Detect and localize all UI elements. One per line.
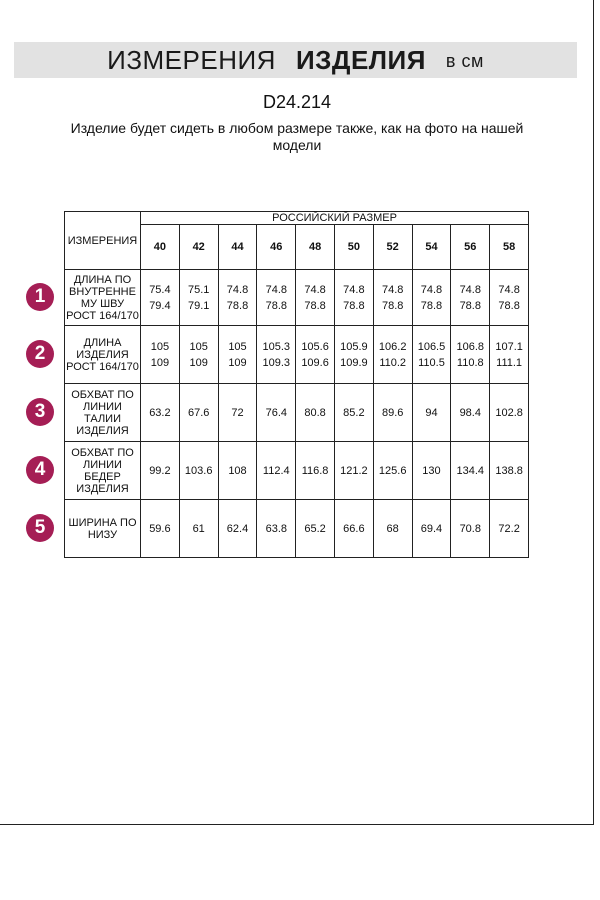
value-line: 99.2 <box>149 464 171 477</box>
measurement-label-line: ОБХВАТ ПО <box>71 446 134 459</box>
value-line: 76.4 <box>265 406 287 419</box>
value-line: 78.8 <box>381 299 404 312</box>
measurement-label-line: ЛИНИИ <box>83 458 122 471</box>
value-cell <box>373 270 412 326</box>
value-cell <box>412 270 451 326</box>
value-cell <box>490 384 529 442</box>
measurement-label-line: РОСТ 164/170 <box>66 309 139 322</box>
table-row <box>65 270 529 326</box>
value-cell <box>334 500 373 558</box>
value-cell <box>412 326 451 384</box>
measurement-label-line: ЛИНИИ <box>83 400 122 413</box>
value-cell <box>179 270 218 326</box>
table-row <box>65 500 529 558</box>
value-cell <box>257 384 296 442</box>
value-line: 75.4 <box>149 283 171 296</box>
value-line: 79.1 <box>187 299 210 312</box>
measurement-label <box>65 270 141 326</box>
measurement-label-line: ДЛИНА ПО <box>73 273 132 286</box>
value-cell <box>334 384 373 442</box>
value-cell <box>296 326 335 384</box>
value-cell <box>179 384 218 442</box>
value-cell <box>257 500 296 558</box>
title-bar <box>14 42 577 78</box>
title-measurements: ИЗМЕРЕНИЯ <box>107 44 276 75</box>
value-cell <box>373 384 412 442</box>
size-header-cell: 42 <box>179 225 218 270</box>
value-line: 65.2 <box>304 522 326 535</box>
value-cell <box>451 326 490 384</box>
value-line: 78.8 <box>265 299 287 312</box>
size-header-cell: 44 <box>218 225 257 270</box>
value-cell <box>334 270 373 326</box>
size-header-cell: 46 <box>257 225 296 270</box>
value-cell <box>490 326 529 384</box>
value-line: 110.5 <box>418 356 445 369</box>
value-line: 72 <box>231 406 244 419</box>
value-line: 66.6 <box>343 522 365 535</box>
size-header-cell: 56 <box>451 225 490 270</box>
value-line: 105 <box>189 340 208 353</box>
value-line: 125.6 <box>378 464 407 477</box>
value-cell <box>373 500 412 558</box>
value-line: 121.2 <box>340 464 368 477</box>
value-line: 116.8 <box>301 464 329 477</box>
value-line: 74.8 <box>304 283 326 296</box>
measurement-label-line: ИЗДЕЛИЯ <box>76 424 129 437</box>
value-cell <box>179 442 218 500</box>
value-cell <box>218 326 257 384</box>
value-line: 109.3 <box>262 356 291 369</box>
measurement-label <box>65 500 141 558</box>
value-line: 105.6 <box>301 340 329 353</box>
value-cell <box>451 270 490 326</box>
value-line: 105.9 <box>340 340 368 353</box>
number-badge-5: 5 <box>26 514 54 542</box>
value-cell <box>373 326 412 384</box>
value-cell <box>141 270 180 326</box>
value-cell <box>373 442 412 500</box>
value-line: 105.3 <box>262 340 291 353</box>
value-cell <box>451 442 490 500</box>
value-line: 109 <box>228 356 247 369</box>
value-line: 109.9 <box>340 356 368 369</box>
value-line: 74.8 <box>226 283 249 296</box>
size-header-cell: 50 <box>334 225 373 270</box>
value-line: 105 <box>228 340 247 353</box>
product-code: D24.214 <box>262 92 332 112</box>
value-cell <box>257 442 296 500</box>
value-cell <box>141 384 180 442</box>
value-line: 68 <box>386 522 399 535</box>
size-header-cell: 58 <box>490 225 529 270</box>
value-line: 78.8 <box>498 299 520 312</box>
measurement-label-line: ОБХВАТ ПО <box>71 388 134 401</box>
value-line: 78.8 <box>304 299 326 312</box>
value-cell <box>296 384 335 442</box>
value-cell <box>334 326 373 384</box>
table-row <box>65 442 529 500</box>
value-cell <box>218 384 257 442</box>
value-line: 138.8 <box>495 464 523 477</box>
value-cell <box>490 500 529 558</box>
number-badge-3: 3 <box>26 398 54 426</box>
value-line: 62.4 <box>226 522 249 535</box>
value-line: 78.8 <box>459 299 481 312</box>
value-cell <box>451 384 490 442</box>
value-cell <box>451 500 490 558</box>
measurement-label-line: ИЗДЕЛИЯ <box>76 348 129 361</box>
size-header-cell: 40 <box>141 225 180 270</box>
title-units: в см <box>445 51 484 71</box>
measurement-label <box>65 384 141 442</box>
value-cell <box>296 442 335 500</box>
value-line: 63.2 <box>149 406 171 419</box>
value-cell <box>412 442 451 500</box>
value-line: 98.4 <box>459 406 481 419</box>
value-line: 74.8 <box>459 283 481 296</box>
value-line: 79.4 <box>149 299 171 312</box>
measurement-label <box>65 326 141 384</box>
value-line: 61 <box>192 522 205 535</box>
measurement-label-line: РОСТ 164/170 <box>66 360 139 373</box>
value-line: 63.8 <box>265 522 287 535</box>
value-line: 74.8 <box>420 283 443 296</box>
measurement-label-line: ТАЛИИ <box>84 412 121 425</box>
value-cell <box>179 500 218 558</box>
value-line: 109 <box>150 356 170 369</box>
value-line: 110.2 <box>379 356 407 369</box>
number-badge-1: 1 <box>26 283 54 311</box>
value-line: 102.8 <box>495 406 523 419</box>
value-line: 70.8 <box>459 522 481 535</box>
value-cell <box>179 326 218 384</box>
value-line: 134.4 <box>456 464 485 477</box>
value-line: 74.8 <box>381 283 404 296</box>
value-cell <box>141 500 180 558</box>
value-line: 109.6 <box>301 356 329 369</box>
size-table <box>64 211 529 558</box>
value-line: 106.8 <box>456 340 485 353</box>
value-line: 78.8 <box>343 299 365 312</box>
value-line: 107.1 <box>495 340 523 353</box>
measurement-label-line: ШИРИНА ПО <box>68 516 137 529</box>
value-cell <box>257 326 296 384</box>
value-line: 85.2 <box>343 406 365 419</box>
value-cell <box>334 442 373 500</box>
measurement-label <box>65 442 141 500</box>
value-line: 111.1 <box>496 356 523 369</box>
corner-label: ИЗМЕРЕНИЯ <box>65 212 141 270</box>
value-cell <box>412 500 451 558</box>
measurement-label-line: ВНУТРЕННЕ <box>69 285 136 298</box>
value-line: 108 <box>228 464 247 477</box>
measurement-label-line: ИЗДЕЛИЯ <box>76 482 129 495</box>
russian-size-header: РОССИЙСКИЙ РАЗМЕР <box>141 212 529 225</box>
value-line: 74.8 <box>265 283 287 296</box>
table-header-row <box>65 212 529 225</box>
number-badge-2: 2 <box>26 340 54 368</box>
value-cell <box>296 500 335 558</box>
value-line: 67.6 <box>187 406 210 419</box>
value-line: 59.6 <box>149 522 171 535</box>
value-cell <box>257 270 296 326</box>
measurement-label-line: НИЗУ <box>87 528 118 541</box>
value-cell <box>218 270 257 326</box>
value-line: 74.8 <box>498 283 520 296</box>
size-header-cell: 52 <box>373 225 412 270</box>
value-cell <box>141 326 180 384</box>
value-line: 75.1 <box>187 283 210 296</box>
table-row <box>65 384 529 442</box>
value-line: 109 <box>189 356 208 369</box>
value-cell <box>412 384 451 442</box>
measurement-label-line: БЕДЕР <box>84 470 121 483</box>
value-cell <box>141 442 180 500</box>
value-line: 89.6 <box>381 406 404 419</box>
size-header-cell: 54 <box>412 225 451 270</box>
value-line: 69.4 <box>420 522 443 535</box>
value-cell <box>296 270 335 326</box>
value-line: 94 <box>425 406 438 419</box>
size-header-cell: 48 <box>296 225 335 270</box>
value-line: 106.2 <box>378 340 407 353</box>
value-line: 78.8 <box>226 299 249 312</box>
value-line: 72.2 <box>498 522 520 535</box>
value-cell <box>218 500 257 558</box>
value-cell <box>218 442 257 500</box>
value-line: 80.8 <box>304 406 326 419</box>
value-line: 78.8 <box>420 299 443 312</box>
value-line: 112.4 <box>262 464 290 477</box>
value-line: 106.5 <box>417 340 446 353</box>
value-line: 103.6 <box>184 464 213 477</box>
fit-note: Изделие будет сидеть в любом размере также, как на фото на нашей модели <box>70 120 524 153</box>
table-row <box>65 326 529 384</box>
value-cell <box>490 270 529 326</box>
title-product: ИЗДЕЛИЯ <box>295 44 426 75</box>
value-line: 110.8 <box>456 356 484 369</box>
value-line: 130 <box>422 464 441 477</box>
measurement-label-line: ДЛИНА <box>83 336 122 349</box>
number-badge-4: 4 <box>26 456 54 484</box>
value-cell <box>490 442 529 500</box>
measurement-label-line: МУ ШВУ <box>80 297 125 310</box>
value-line: 74.8 <box>343 283 365 296</box>
value-line: 105 <box>150 340 170 353</box>
